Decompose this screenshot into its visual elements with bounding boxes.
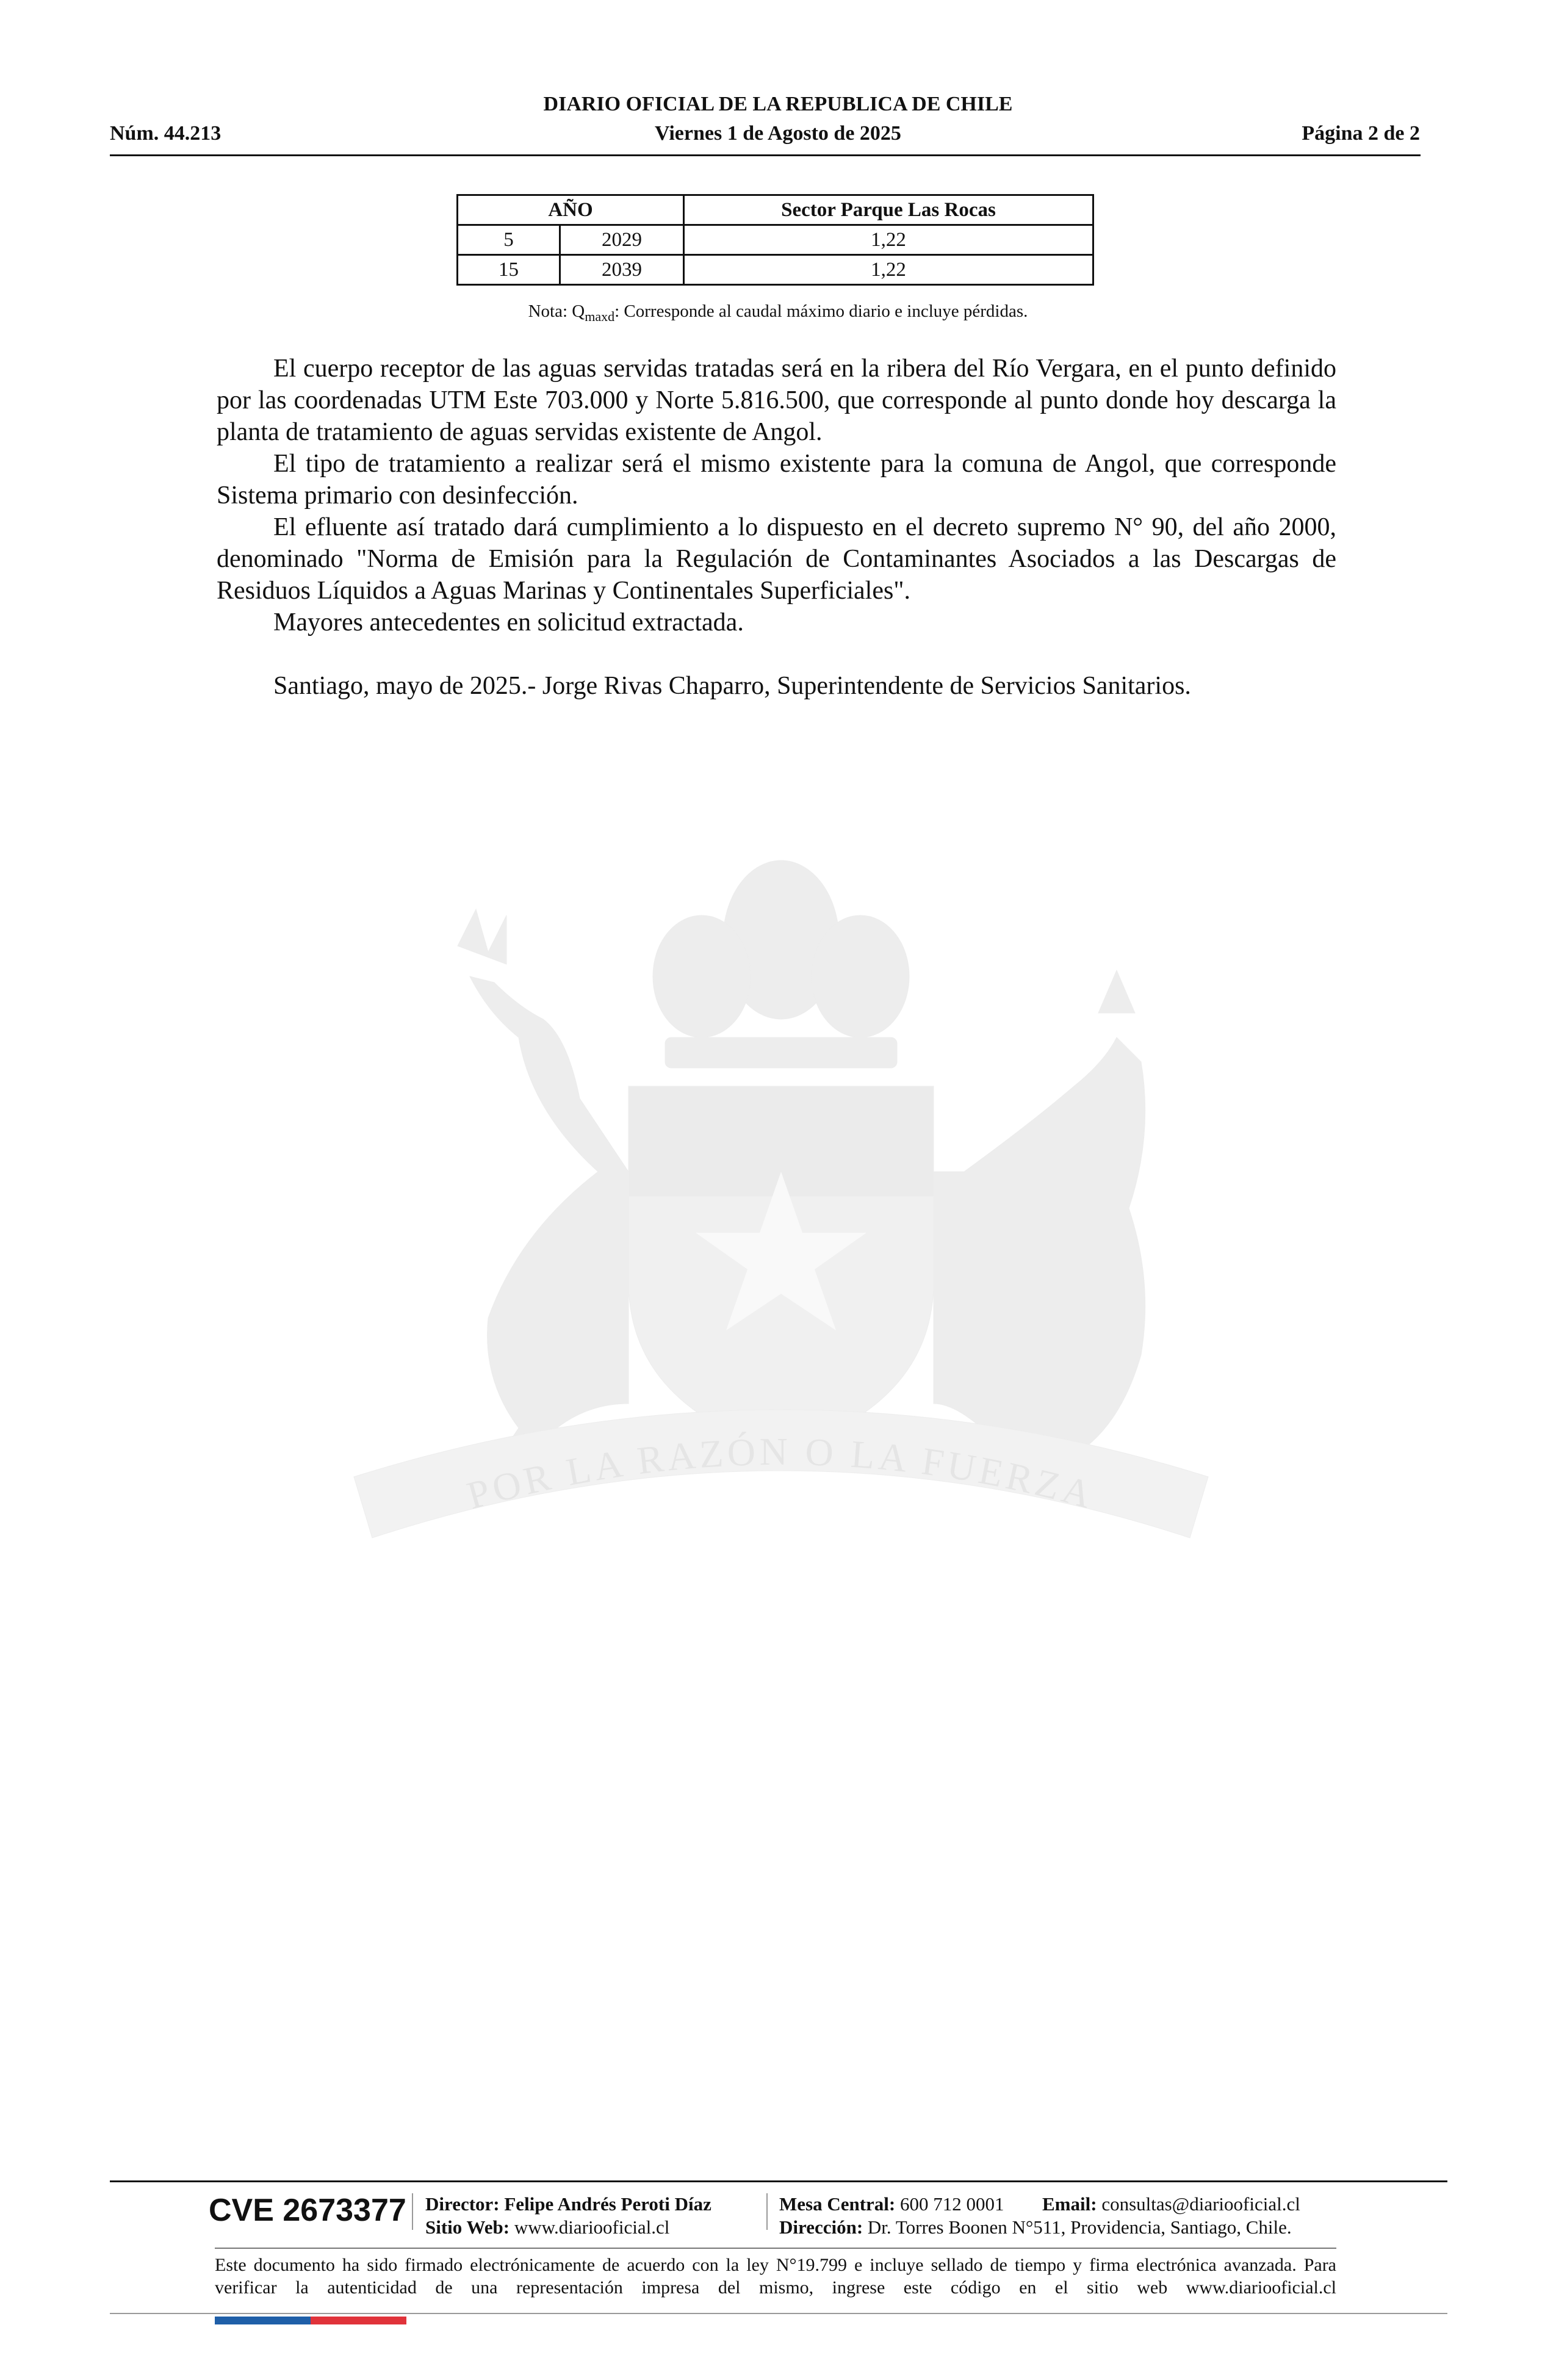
footer-separator (412, 2193, 413, 2230)
director-name: Felipe Andrés Peroti Díaz (504, 2193, 711, 2215)
header-divider (110, 154, 1421, 156)
table-cell: 15 (458, 255, 560, 285)
table-row (458, 255, 1093, 285)
page-indicator: Página 2 de 2 (1302, 122, 1420, 145)
email-link[interactable]: consultas@diariooficial.cl (1101, 2193, 1300, 2215)
footer-website (425, 2216, 669, 2239)
phone-label: Mesa Central: (779, 2193, 896, 2215)
paragraph-text: El efluente así tratado dará cumplimiento a lo dispuesto en el decreto supremo N° 90, del año 2000, denominado "Norma de Emisión para la Regulación de Contaminantes Asociados a las Descargas de Residuos Líquidos a Aguas Marinas y Continentales Superficiales". (217, 513, 1336, 605)
table-cell: 1,22 (684, 225, 1093, 255)
footer-divider-bottom (110, 2313, 1447, 2314)
issue-date: Viernes 1 de Agosto de 2025 (655, 122, 901, 145)
issue-number: Núm. 44.213 (110, 122, 222, 145)
footer-divider-top (110, 2180, 1447, 2182)
phone-value: 600 712 0001 (900, 2193, 1004, 2215)
coat-of-arms-icon (201, 854, 1361, 1678)
email-label: Email: (1042, 2193, 1097, 2215)
website-link[interactable]: www.diariooficial.cl (514, 2216, 670, 2238)
footer-phone (779, 2193, 1004, 2216)
table-header-row (458, 195, 1093, 225)
flag-stripe-blue (215, 2317, 311, 2324)
table-row (458, 225, 1093, 255)
flow-table (456, 194, 1094, 286)
note-prefix: Nota: Q (528, 301, 585, 321)
flag-stripe-red (311, 2317, 406, 2324)
paragraph-effluent (217, 511, 1336, 607)
table-header-year: AÑO (458, 195, 684, 225)
footer-divider-mid (215, 2248, 1336, 2249)
table-cell: 1,22 (684, 255, 1093, 285)
paragraph-text: El cuerpo receptor de las aguas servidas tratadas será en la ribera del Río Vergara, en el punto definido por las coordenadas UTM Este 703.000 y Norte 5.816.500, que corresponde al punto donde hoy descarga la planta de tratamiento de aguas servidas existente de Angol. (217, 355, 1336, 446)
footer-address (779, 2216, 1292, 2239)
website-label: Sitio Web: (425, 2216, 510, 2238)
paragraph-receiver (217, 353, 1336, 448)
table-note (0, 301, 1556, 325)
table-header-sector: Sector Parque Las Rocas (684, 195, 1093, 225)
footer-legal-text: Este documento ha sido firmado electrónicamente de acuerdo con la ley N°19.799 e incluye sellado de tiempo y firma electrónica avanzada. Para verificar la autenticidad de una representación impresa del mismo, ingrese este código en el sitio web www.diariooficial.cl (215, 2255, 1336, 2298)
footer-email (1042, 2193, 1300, 2216)
paragraph-text: El tipo de tratamiento a realizar será el mismo existente para la comuna de Angol, que corresponde Sistema primario con desinfección. (217, 450, 1336, 510)
signature-line (217, 670, 1336, 702)
paragraph-text: Mayores antecedentes en solicitud extractada. (273, 608, 744, 636)
footer-director (425, 2193, 711, 2216)
watermark-motto: POR LA RAZÓN O LA FUERZA (462, 1429, 1100, 1518)
paragraph-background (217, 607, 1336, 638)
director-label: Director: (425, 2193, 500, 2215)
paragraph-treatment (217, 448, 1336, 511)
cve-code: CVE 2673377 (209, 2193, 406, 2228)
signature-text: Santiago, mayo de 2025.- Jorge Rivas Chaparro, Superintendente de Servicios Sanitarios. (273, 672, 1191, 700)
address-label: Dirección: (779, 2216, 863, 2238)
newspaper-title: DIARIO OFICIAL DE LA REPUBLICA DE CHILE (543, 93, 1013, 115)
note-subscript: maxd (585, 308, 615, 324)
table-cell: 5 (458, 225, 560, 255)
note-text: : Corresponde al caudal máximo diario e incluye pérdidas. (614, 301, 1028, 321)
footer-separator (766, 2193, 768, 2230)
address-value: Dr. Torres Boonen N°511, Providencia, Santiago, Chile. (867, 2216, 1292, 2238)
table-cell: 2039 (560, 255, 684, 285)
table-cell: 2029 (560, 225, 684, 255)
